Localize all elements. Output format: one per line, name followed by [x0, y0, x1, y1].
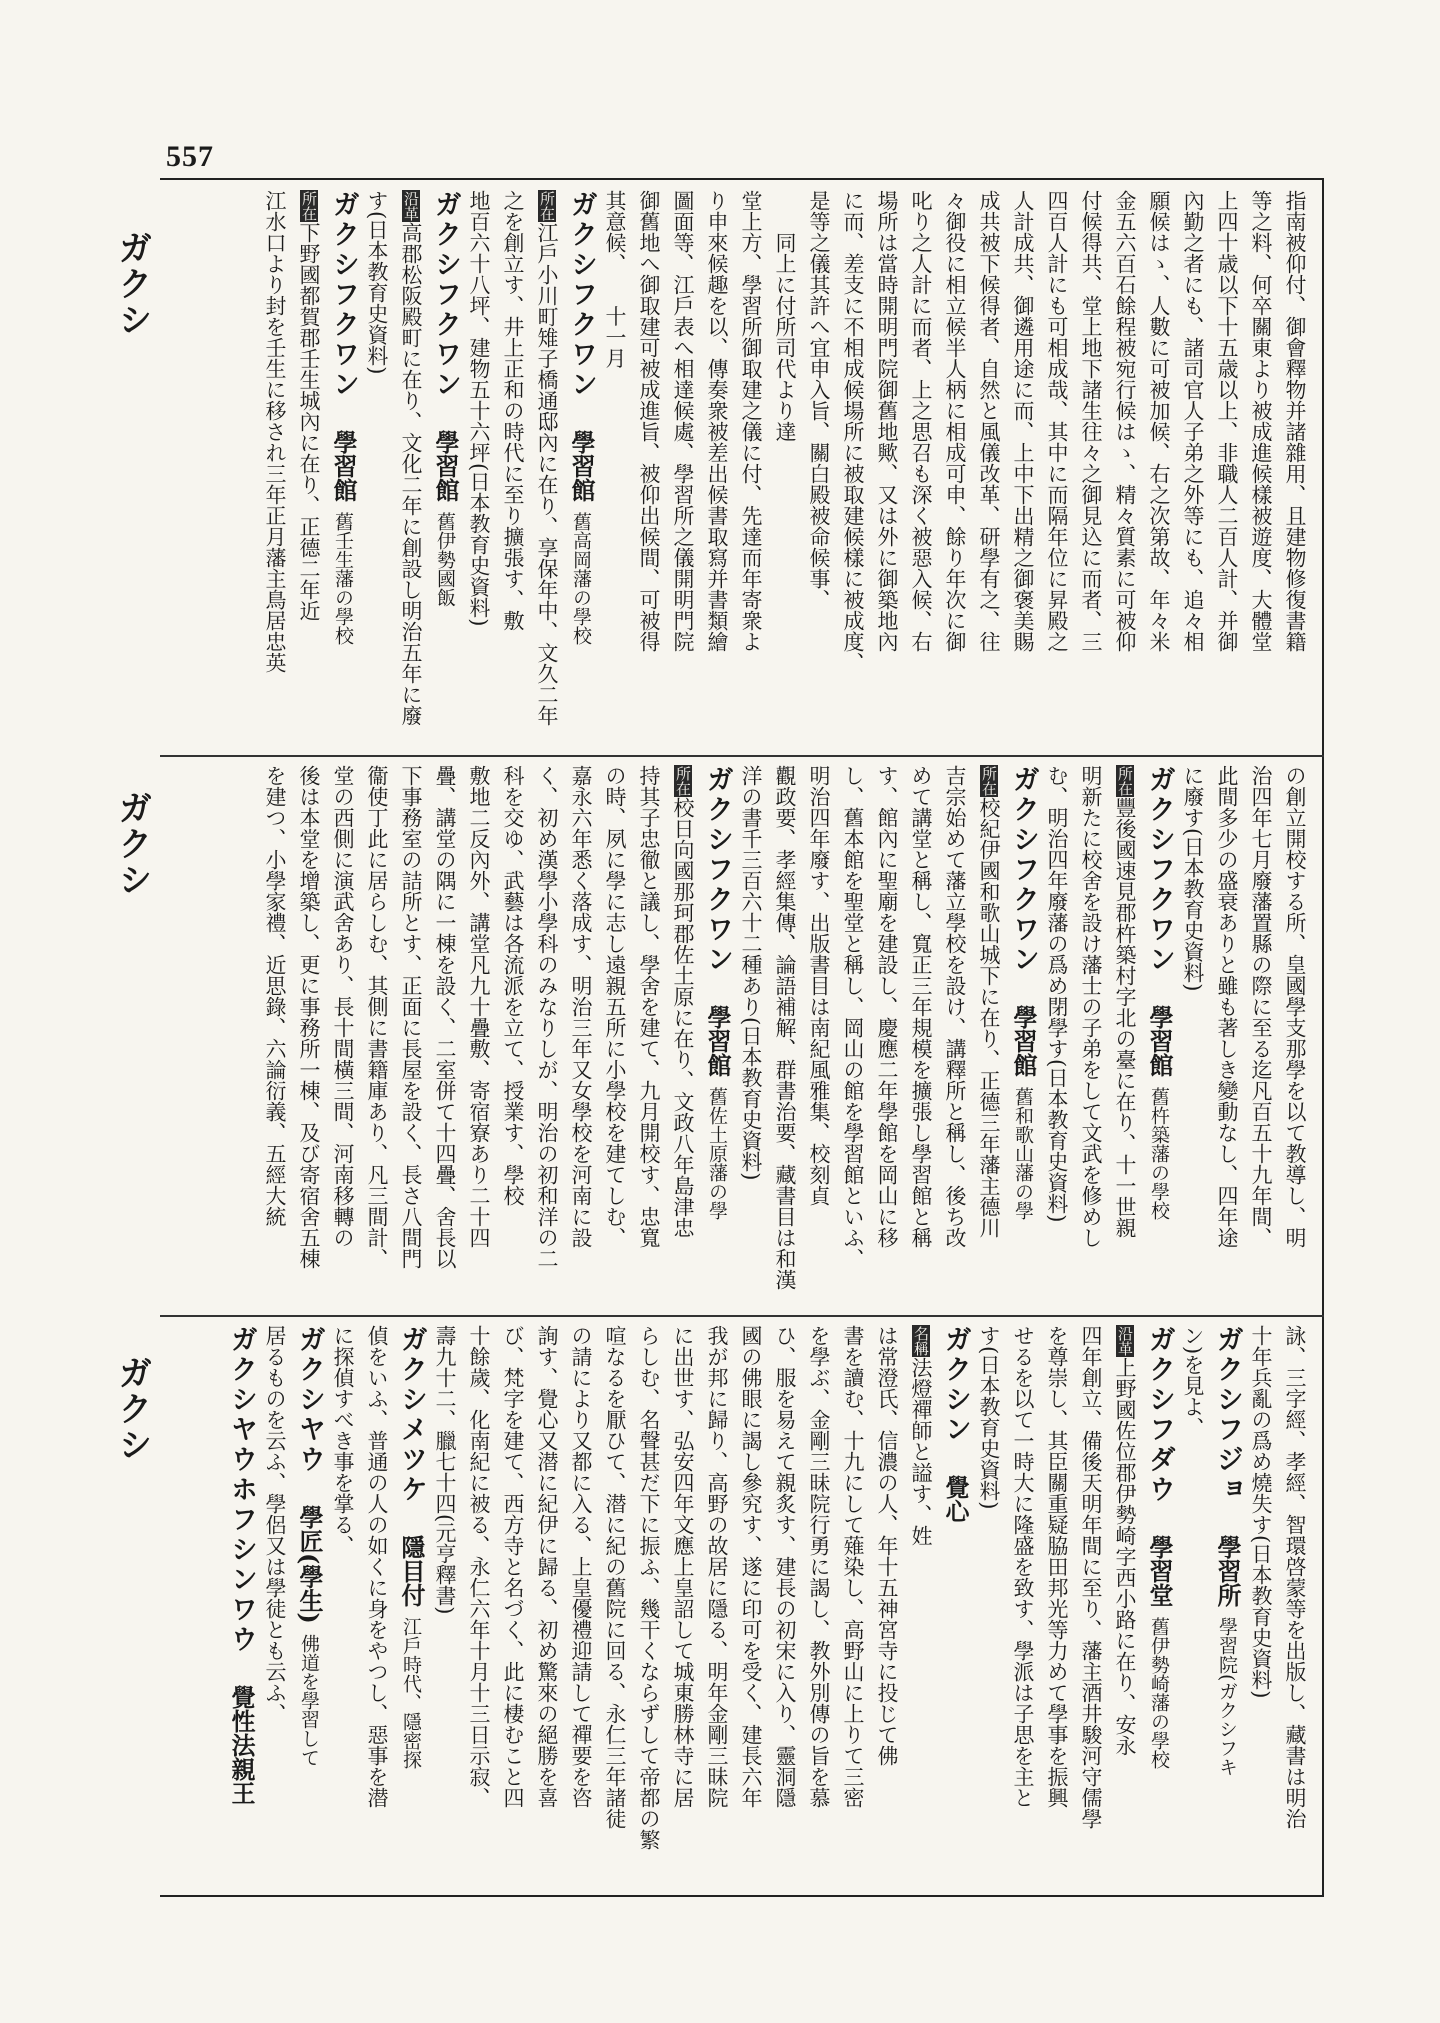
entry-description: 舊佐土原藩の學 [706, 1087, 728, 1220]
text-column: 々御役に相立候半人柄に相成可申、餘り年次に御 [943, 190, 967, 652]
column-text: 江戶小川町雉子橋通邸內に在り、享保年中、文久二年 [535, 222, 559, 726]
column-text: す(日本教育史資料) [977, 1325, 1001, 1510]
text-column: 堂上方、學習所御取建之儀に付、先達而年寄衆よ [739, 190, 763, 652]
column-text: し、舊本館を聖堂と稱し、岡山の館を學習館といふ、 [841, 765, 865, 1269]
column-text: 高郡松阪殿町に在り、文化二年に創設し明治五年に廢 [399, 222, 423, 726]
text-column [326, 765, 360, 1305]
entry-description: 江戶時代、隱密探 [400, 1617, 422, 1769]
entry-headword: ガクシヤウホフシンワウ [226, 1325, 257, 1655]
column-text: 我が邦に歸り、高野の故居に隱る、明年金剛三昧院 [705, 1325, 729, 1808]
running-head: ガクシ [112, 1355, 152, 1463]
column-text: 江水口より封を壬生に移され三年正月藩主鳥居忠英 [263, 190, 287, 673]
text-column: 場所は當時開明門院御舊地歟、又は外に御築地內 [875, 190, 899, 652]
text-column: 御舊地へ御取建可被成進旨、被仰出候間、可被得 [637, 190, 661, 652]
text-column [292, 765, 326, 1305]
text-column: 同上に付所司代より達 [773, 190, 797, 442]
bottom-section [172, 1325, 1312, 1880]
entry-heading [1142, 1325, 1176, 1880]
entry-heading [1006, 765, 1040, 1305]
entry-headword: ガクシフクワン [566, 190, 597, 400]
text-column [394, 765, 428, 1305]
entry-description: 舊和歌山藩の學 [1012, 1087, 1034, 1220]
entry-kanji: 覺心 [941, 1475, 970, 1523]
entry-headword: ガクシン [940, 1325, 971, 1445]
text-column: 詠、三字經、孝經、智環啓蒙等を出版し、藏書は明治 [1283, 1325, 1307, 1829]
text-column [870, 1325, 904, 1880]
text-column: 金五六百石餘程被宛行候はゝ、精々質素に可被仰 [1113, 190, 1137, 652]
column-text: 後は本堂を增築し、更に事務所一棟、及び寄宿舍五棟 [297, 765, 321, 1269]
column-text: 地百六十八坪、建物五十六坪(日本教育史資料) [467, 190, 491, 627]
entry-heading [292, 1325, 326, 1880]
text-column [496, 765, 530, 1305]
middle-section [172, 765, 1312, 1305]
entry-headword: ガクシフクワン [328, 190, 359, 400]
column-text: ひ、服を易えて親炙す、建長の初宋に入り、靈洞隱 [773, 1325, 797, 1808]
text-column: 等之料、何卒關東より被成進候樣被遊度、大體堂 [1249, 190, 1273, 652]
text-column [1108, 1325, 1142, 1880]
entry-headword: ガクシヤウ [294, 1325, 325, 1475]
text-column: 此間多少の盛衰ありと雖も著しき變動なし、四年途 [1215, 765, 1239, 1248]
column-text: 國の佛眼に謁し參究す、遂に印可を受く、建長六年 [739, 1325, 763, 1808]
section-divider-1 [160, 755, 1324, 757]
text-column: に而、差支に不相成候場所に被取建候樣に被成度、 [841, 190, 865, 673]
entry-heading [1210, 1325, 1244, 1880]
text-column [564, 1325, 598, 1880]
text-column [428, 765, 462, 1305]
entry-kanji: 學習館 [329, 430, 358, 502]
entry-description: 佛道を學習して [298, 1633, 320, 1767]
entry-kanji: 學習館 [567, 430, 596, 502]
text-column [530, 765, 564, 1305]
column-text: 校日向國那珂郡佐土原に在り、文政八年島津忠 [671, 797, 695, 1238]
text-column [768, 1325, 802, 1880]
column-text: す(日本教育史資料) [365, 190, 389, 375]
column-text: 法燈禪師と謚す、姓 [909, 1357, 933, 1546]
text-column [1074, 1325, 1108, 1880]
column-text: を學ぶ、金剛三昧院行勇に謁し、教外別傳の旨を慕 [807, 1325, 831, 1808]
column-text: 之を創立す、井上正和の時代に至り擴張す、敷 [501, 190, 525, 631]
text-column [258, 190, 292, 745]
column-text: び、梵字を建て、西方寺と名づく、此に棲むこと四 [501, 1325, 525, 1808]
text-column: 上四十歳以下十五歳以上、非職人二百人計、并御 [1215, 190, 1239, 652]
text-column [904, 1325, 938, 1880]
text-column [836, 1325, 870, 1880]
text-column: 叱り之人計に而者、上之思召も深く被惡入候、右 [909, 190, 933, 652]
column-text: 校紀伊國和歌山城下に在り、正德三年藩主德川 [977, 797, 1001, 1238]
column-text: 居るものを云ふ、學侶又は學徒とも云ふ、 [263, 1325, 287, 1724]
text-column [292, 190, 326, 745]
column-text: に探偵すべき事を掌る、 [331, 1325, 355, 1556]
top-section [172, 190, 1312, 745]
column-text: 明治四年廢す、出版書目は南紀風雅集、校刻貞 [807, 765, 831, 1206]
category-tag: 沿革 [402, 191, 420, 221]
category-tag: 所在 [980, 766, 998, 796]
column-text: 觀政要、孝經集傳、論語補解、群書治要、藏書目は和漢 [773, 765, 797, 1290]
column-text: 堂の西側に演武舍あり、長十間橫三間、河南移轉の [331, 765, 355, 1248]
text-column [938, 765, 972, 1305]
entry-description: 舊伊勢國飯 [434, 512, 456, 607]
text-column: 十年兵亂の爲め燒失す(日本教育史資料) [1249, 1325, 1273, 1699]
text-column [598, 1325, 632, 1880]
entry-description: 舊高岡藩の學校 [570, 512, 592, 645]
running-head: ガクシ [112, 790, 152, 898]
text-column [496, 190, 530, 745]
column-text: 下事務室の詰所とす、正面に長屋を設く、長さ八間門 [399, 765, 423, 1269]
column-text: を尊崇し、其臣關重疑脇田邦光等力めて學事を振興 [1045, 1325, 1069, 1808]
text-column: 治四年七月廢藩置縣の際に至る迄凡百五十九年間、 [1249, 765, 1273, 1248]
column-text: 偵をいふ、普通の人の如くに身をやつし、惡事を潜 [365, 1325, 389, 1808]
column-text: 嘉永六年悉く落成す、明治三年又女學校を河南に設 [569, 765, 593, 1248]
column-text: せるを以て一時大に隆盛を致す、學派は子思を主と [1011, 1325, 1035, 1808]
text-column [1040, 1325, 1074, 1880]
entry-heading [1142, 765, 1176, 1305]
text-column: の創立開校する所、皇國學支那學を以て教導し、明 [1283, 765, 1307, 1248]
text-column [802, 765, 836, 1305]
entry-headword: ガクシフダウ [1144, 1325, 1175, 1505]
column-text: を建つ、小學家禮、近思錄、六論衍義、五經大統 [263, 765, 287, 1227]
entry-heading [326, 190, 360, 745]
column-text: く、初め漢學小學科のみなりしが、明治の初和洋の二 [535, 765, 559, 1269]
text-column [360, 1325, 394, 1880]
text-column [258, 1325, 292, 1880]
entry-heading [700, 765, 734, 1305]
column-text: 敷地二反內外、講堂凡九十疊敷、寄宿寮あり二十四 [467, 765, 491, 1248]
entry-description: 舊杵築藩の學校 [1148, 1087, 1170, 1220]
text-column [598, 765, 632, 1305]
text-column [904, 765, 938, 1305]
column-text: 喧なるを厭ひて、潜に紀の舊院に回る、永仁三年諸徒 [603, 1325, 627, 1829]
category-tag: 名稱 [912, 1326, 930, 1356]
text-column: 付候得共、堂上地下諸生往々之御見込に而者、三 [1079, 190, 1103, 652]
column-text: 疊、講堂の隅に一棟を設く、二室併て十四疊、舍長以 [433, 765, 457, 1269]
category-tag: 所在 [300, 191, 318, 221]
entry-kanji: 覺性法親王 [227, 1685, 256, 1805]
entry-kanji: 學習堂 [1145, 1535, 1174, 1607]
column-text: 下野國都賀郡壬生城內に在り、正德二年近 [297, 222, 321, 621]
text-column [564, 765, 598, 1305]
text-column [394, 190, 428, 745]
text-column [632, 1325, 666, 1880]
column-text: は常澄氏、信濃の人、年十五神宮寺に投じて佛 [875, 1325, 899, 1766]
text-column [700, 1325, 734, 1880]
text-column [666, 765, 700, 1305]
text-column [462, 765, 496, 1305]
text-column: 內勤之者にも、諸司官人子弟之外等にも、追々相 [1181, 190, 1205, 652]
entry-kanji: 隱目付 [397, 1535, 426, 1607]
text-column: 成共被下候得者、自然と風儀改革、研學有之、往 [977, 190, 1001, 652]
column-text: 四年創立、備後天明年間に至り、藩主酒井駿河守儒學 [1079, 1325, 1103, 1829]
text-column: 是等之儀其許へ宜申入旨、關白殿被命候事、 [807, 190, 831, 610]
text-column [530, 190, 564, 745]
column-text: の請により又都に入る、上皇優禮迎請して禪要を咨 [569, 1325, 593, 1808]
text-column [632, 765, 666, 1305]
entry-heading [428, 190, 462, 745]
text-column: 其意候、 十一月 [603, 190, 627, 369]
category-tag: 所在 [674, 766, 692, 796]
text-column [360, 765, 394, 1305]
entry-heading [224, 1325, 258, 1880]
category-tag: 沿革 [1116, 1326, 1134, 1356]
text-column [1006, 1325, 1040, 1880]
column-text: 十餘歲、化南紀に被る、永仁六年十月十三日示寂、 [467, 1325, 491, 1808]
text-column [462, 1325, 496, 1880]
text-column [1108, 765, 1142, 1305]
text-column: 人計成共、御遴用途に而、上中下出精之御褒美賜 [1011, 190, 1035, 652]
entry-kanji: 學習館 [1009, 1005, 1038, 1077]
entry-headword: ガクシメツケ [396, 1325, 427, 1505]
entry-headword: ガクシフクワン [1144, 765, 1175, 975]
column-text: に出世す、弘安四年文應上皇詔して城東勝林寺に居 [671, 1325, 695, 1808]
column-text: 上野國佐位郡伊勢崎字西小路に在り、安永 [1113, 1357, 1137, 1756]
entry-description: 舊壬生藩の學校 [332, 512, 354, 645]
text-column [360, 190, 394, 745]
entry-heading [394, 1325, 428, 1880]
column-text: 豐後國速見郡杵築村字北の臺に在り、十一世親 [1113, 797, 1137, 1238]
entry-kanji: 學習館 [703, 1005, 732, 1077]
entry-headword: ガクシフジョ [1212, 1325, 1243, 1505]
text-column [734, 765, 768, 1305]
page-number: 557 [166, 140, 214, 173]
text-column: 圖面等、江戶表へ相達候處、學習所之儀開明門院 [671, 190, 695, 652]
text-column: り申來候趣を以、傳奏衆被差出候書取寫并書類繪 [705, 190, 729, 652]
text-column: に廢す(日本教育史資料) [1181, 765, 1205, 992]
column-text: 詢す、覺心又潜に紀伊に歸る、初め驚來の絕勝を喜 [535, 1325, 559, 1808]
entry-kanji: 學習所 [1213, 1535, 1242, 1607]
column-text: ン)を見よ、 [1181, 1325, 1205, 1439]
column-text: す、館內に聖廟を建設し、慶應二年學館を岡山に移 [875, 765, 899, 1248]
entry-kanji: 學匠(學生) [295, 1505, 324, 1624]
entry-kanji: 學習館 [1145, 1005, 1174, 1077]
entry-heading [938, 1325, 972, 1880]
column-text: の時、夙に學に志し遠親五所に小學校を建てしむ、 [603, 765, 627, 1248]
text-column [836, 765, 870, 1305]
entry-kanji: 學習館 [431, 430, 460, 502]
text-column: 指南被仰付、御會釋物并諸雜用、且建物修復書籍 [1283, 190, 1307, 652]
category-tag: 所在 [1116, 766, 1134, 796]
entry-headword: ガクシフクワン [430, 190, 461, 400]
running-head: ガクシ [112, 230, 152, 338]
column-text: 洋の書千三百六十二種あり(日本教育史資料) [739, 765, 763, 1181]
text-column [768, 765, 802, 1305]
text-column [802, 1325, 836, 1880]
column-text: む、明治四年廢藩の爲め閉學す(日本教育史資料) [1045, 765, 1069, 1223]
text-column [462, 190, 496, 745]
text-column [666, 1325, 700, 1880]
category-tag: 所在 [538, 191, 556, 221]
text-column [530, 1325, 564, 1880]
column-text: らしむ、名聲甚だ下に振ふ、幾干くならずして帝都の繁 [637, 1325, 661, 1850]
text-column [258, 765, 292, 1305]
text-column [1040, 765, 1074, 1305]
text-column [496, 1325, 530, 1880]
entry-headword: ガクシフクワン [702, 765, 733, 975]
entry-headword: ガクシフクワン [1008, 765, 1039, 975]
text-column [734, 1325, 768, 1880]
text-column [428, 1325, 462, 1880]
text-column [1176, 1325, 1210, 1880]
column-text: めて講堂と稱し、寬正三年規模を擴張し學習館と稱 [909, 765, 933, 1248]
column-text: 明新たに校舍を設け藩士の子弟をして文武を修めし [1079, 765, 1103, 1248]
text-column [972, 1325, 1006, 1880]
column-text: 衞使丁此に居らしむ、其側に書籍庫あり、凡三間計、 [365, 765, 389, 1269]
column-text: 科を交ゆ、武藝は各流派を立て、授業す、學校 [501, 765, 525, 1206]
text-column [972, 765, 1006, 1305]
entry-heading [564, 190, 598, 745]
column-text: 書を讀む、十九にして薙染し、高野山に上りて三密 [841, 1325, 865, 1808]
entry-description: 舊伊勢崎藩の學校 [1148, 1617, 1170, 1769]
column-text: 壽九十二、臘七十四(元亨釋書) [433, 1325, 457, 1615]
column-text: 吉宗始めて藩立學校を設け、講釋所と稱し、後ち改 [943, 765, 967, 1248]
column-text: 持其子忠徹と議し、學舍を建て、九月開校す、忠寬 [637, 765, 661, 1248]
entry-description: 學習院(ガクシフキ [1216, 1617, 1238, 1777]
section-divider-2 [160, 1315, 1324, 1317]
text-column [326, 1325, 360, 1880]
text-column [870, 765, 904, 1305]
text-column: 四百人計にも可相成哉、其中に而隔年位に昇殿之 [1045, 190, 1069, 652]
text-column: 願候はゝ、人數に可被加候、右之次第故、年々米 [1147, 190, 1171, 652]
text-column [1074, 765, 1108, 1305]
